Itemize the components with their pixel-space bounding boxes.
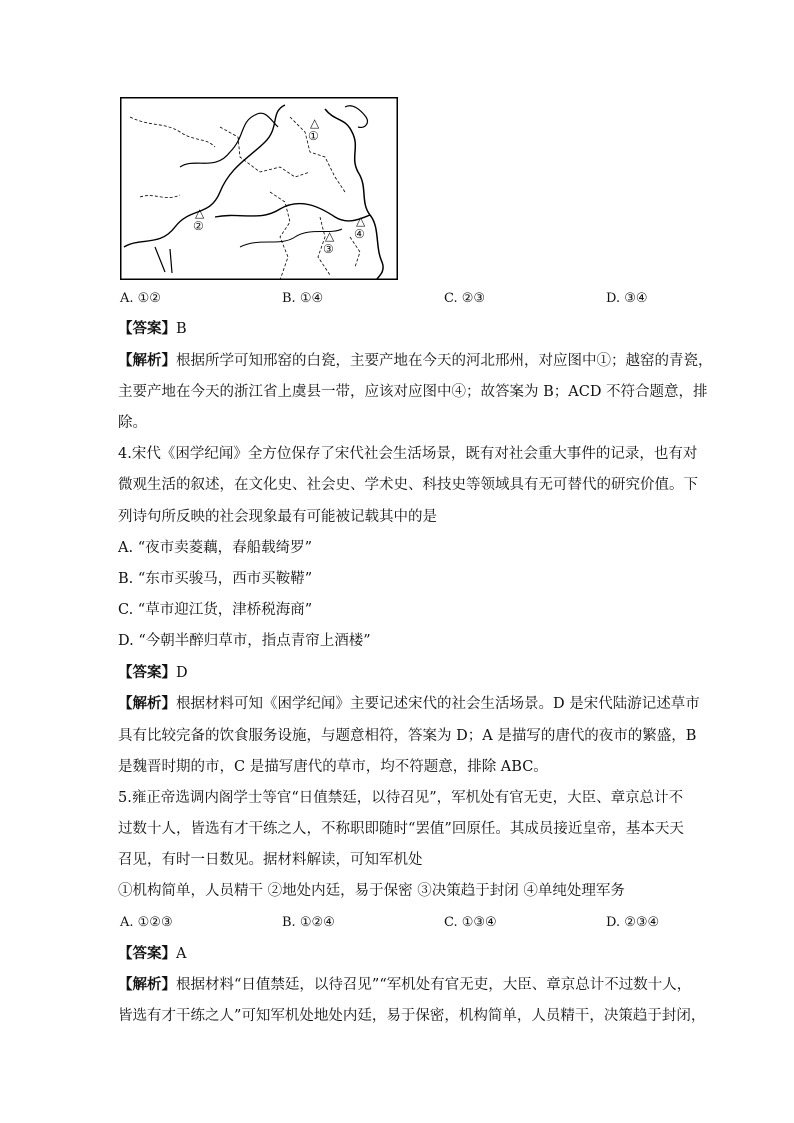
analysis-label: 【解析】 [118, 976, 176, 993]
q5-stem-line: 过数十人，皆选有才干练之人，不称职即随时“罢值”回原任。其成员接近皇帝，基本天天 [118, 821, 684, 837]
q4-stem-line: 微观生活的叙述，在文化史、社会史、学术史、科技史等领域具有无可替代的研究价值。下 [118, 477, 698, 493]
answer-label: 【答案】 [118, 664, 176, 681]
q4-option-d: D. “今朝半醉归草市，指点青帘上酒楼” [118, 633, 371, 649]
q5-option-c: C. ①③④ [444, 915, 497, 930]
analysis-label: 【解析】 [118, 352, 176, 369]
q3-option-a: A. ①② [120, 291, 161, 306]
map-marker-symbol: △ [356, 214, 366, 228]
q3-analysis-line [118, 351, 713, 371]
q5-stem-line: 5.雍正帝选调内阁学士等官“日值禁廷，以待召见”，军机处有官无吏，大臣、章京总计不 [118, 790, 684, 806]
q5-option-b: B. ①②④ [282, 915, 335, 930]
answer-value: A [176, 946, 187, 962]
answer-value: D [176, 665, 188, 681]
q4-option-b: B. “东市买骏马，西市买鞍鞯” [118, 571, 313, 587]
answer-label: 【答案】 [118, 945, 176, 962]
q3-analysis-line: 主要产地在今天的浙江省上虞县一带，应该对应图中④；故答案为 B；ACD 不符合题意，排 [118, 384, 708, 400]
analysis-label: 【解析】 [118, 695, 176, 712]
q3-option-c: C. ②③ [444, 291, 486, 306]
q3-analysis-line: 除。 [118, 415, 147, 431]
analysis-text: 根据材料可知《困学纪闻》主要记述宋代的社会生活场景。D 是宋代陆游记述草市 [176, 696, 700, 712]
analysis-text: 根据材料“日值禁廷，以待召见”“军机处有官无吏，大臣、章京总计不过数十人， [176, 977, 692, 993]
q4-option-a: A. “夜市卖菱藕，春船载绮罗” [118, 540, 313, 556]
q3-option-b: B. ①④ [282, 291, 324, 306]
analysis-text: 根据所学可知邢窑的白瓷，主要产地在今天的河北邢州，对应图中①；越窑的青瓷， [176, 353, 713, 369]
q5-option-a: A. ①②③ [120, 915, 173, 930]
answer-value: B [176, 321, 187, 337]
map-drawing [120, 97, 398, 280]
map-figure [120, 97, 398, 280]
q5-analysis-line: 皆选有才干练之人”可知军机处地处内廷，易于保密，机构简单，人员精干，决策趋于封闭， [118, 1008, 706, 1024]
map-marker-number: ② [193, 219, 204, 233]
q5-option-d: D. ②③④ [606, 915, 660, 930]
map-marker-number: ③ [323, 242, 334, 256]
q4-analysis-line: 是魏晋时期的市，C 是描写唐代的草市，均不符题意，排除 ABC。 [118, 759, 548, 775]
map-marker-number: ① [308, 129, 319, 143]
q3-answer [118, 319, 187, 339]
map-marker-symbol: △ [325, 229, 335, 243]
q4-stem-line: 列诗句所反映的社会现象最有可能被记载其中的是 [118, 509, 437, 525]
map-marker-symbol: △ [195, 206, 205, 220]
q4-analysis-line [118, 694, 700, 714]
map-marker-symbol: △ [310, 116, 320, 130]
q5-stem-line: 召见，有时一日数见。据材料解读，可知军机处 [118, 852, 423, 868]
q5-statements: ①机构简单，人员精干 ②地处内廷，易于保密 ③决策趋于封闭 ④单纯处理军务 [118, 883, 625, 899]
q4-option-c: C. “草市迎江货，津桥税海商” [118, 602, 313, 618]
q4-stem-line: 4.宋代《困学纪闻》全方位保存了宋代社会生活场景，既有对社会重大事件的记录，也有对 [118, 446, 698, 462]
q3-option-d: D. ③④ [606, 291, 648, 306]
q5-answer [118, 944, 186, 964]
q5-analysis-line [118, 975, 691, 995]
q4-analysis-line: 具有比较完备的饮食服务设施，与题意相符，答案为 D；A 是描写的唐代的夜市的繁盛，B [118, 728, 697, 744]
q4-answer [118, 663, 188, 683]
answer-label: 【答案】 [118, 320, 176, 337]
map-marker-number: ④ [354, 227, 365, 241]
